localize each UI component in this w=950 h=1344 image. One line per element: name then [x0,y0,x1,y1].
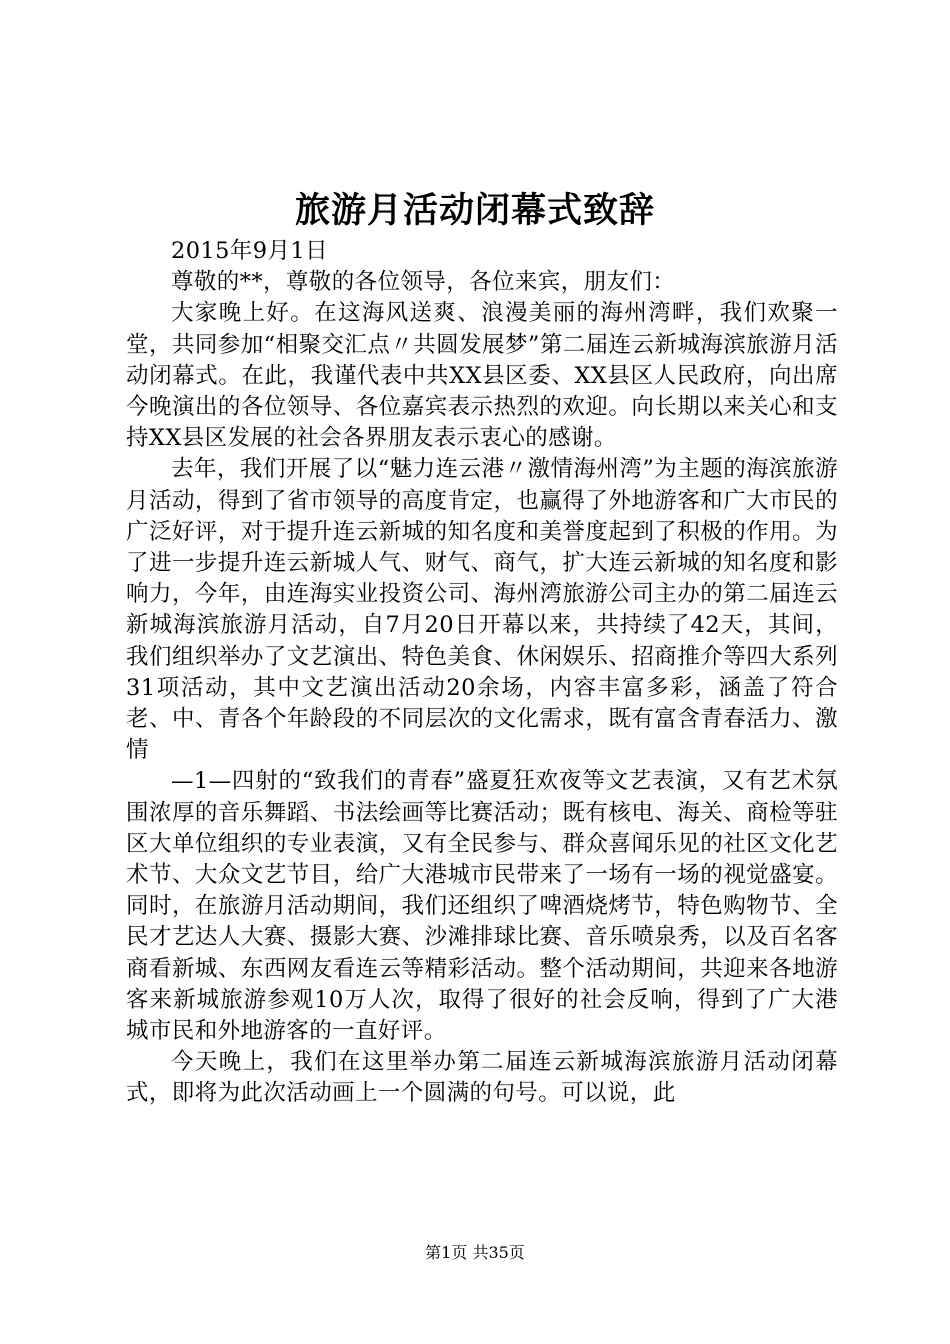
document-body [126,236,838,1110]
paragraph: 去年，我们开展了以“魅力连云港〃激情海州湾”为主题的海滨旅游月活动，得到了省市领导的高度肯定，也赢得了外地游客和广大市民的广泛好评，对于提升连云新城的知名度和美誉度起到了积极的作用。为了进一步提升连云新城人气、财气、商气，扩大连云新城的知名度和影响力，今年，由连海实业投资公司、海州湾旅游公司主办的第二届连云新城海滨旅游月活动，自7月20日开幕以来，共持续了42天，其间，我们组织举办了文艺演出、特色美食、休闲娱乐、招商推介等四大系列31项活动，其中文艺演出活动20余场，内容丰富多彩，涵盖了符合老、中、青各个年龄段的不同层次的文化需求，既有富含青春活力、激情 [126,456,838,764]
document-date: 2015年9月1日 [171,238,328,264]
page-footer: 第1页 共35页 [425,1243,525,1262]
salutation: 尊敬的**，尊敬的各位领导，各位来宾，朋友们： [171,269,676,296]
paragraph: —1—四射的“致我们的青春”盛夏狂欢夜等文艺表演，又有艺术氛围浓厚的音乐舞蹈、书法绘画等比赛活动；既有核电、海关、商检等驻区大单位组织的专业表演，又有全民参与、群众喜闻乐见的社区文化艺术节、大众文艺节目，给广大港城市民带来了一场有一场的视觉盛宴。同时，在旅游月活动期间，我们还组织了啤酒烧烤节，特色购物节、全民才艺达人大赛、摄影大赛、沙滩排球比赛、音乐喷泉秀，以及百名客商看新城、东西网友看连云等精彩活动。整个活动期间，共迎来各地游客来新城旅游参观10万人次，取得了很好的社会反响，得到了广大港城市民和外地游客的一直好评。 [126,768,838,1045]
document-title: 旅游月活动闭幕式致辞 [294,190,655,231]
paragraph: 今天晚上，我们在这里举办第二届连云新城海滨旅游月活动闭幕式，即将为此次活动画上一个圆满的句号。可以说，此 [126,1049,838,1107]
paragraph: 大家晚上好。在这海风送爽、浪漫美丽的海州湾畔，我们欢聚一堂，共同参加“相聚交汇点〃共圆发展梦”第二届连云新城海滨旅游月活动闭幕式。在此，我谨代表中共XX县区委、XX县区人民政府，向出席今晚演出的各位领导、各位嘉宾表示热烈的欢迎。向长期以来关心和支持XX县区发展的社会各界朋友表示衷心的感谢。 [126,300,838,452]
